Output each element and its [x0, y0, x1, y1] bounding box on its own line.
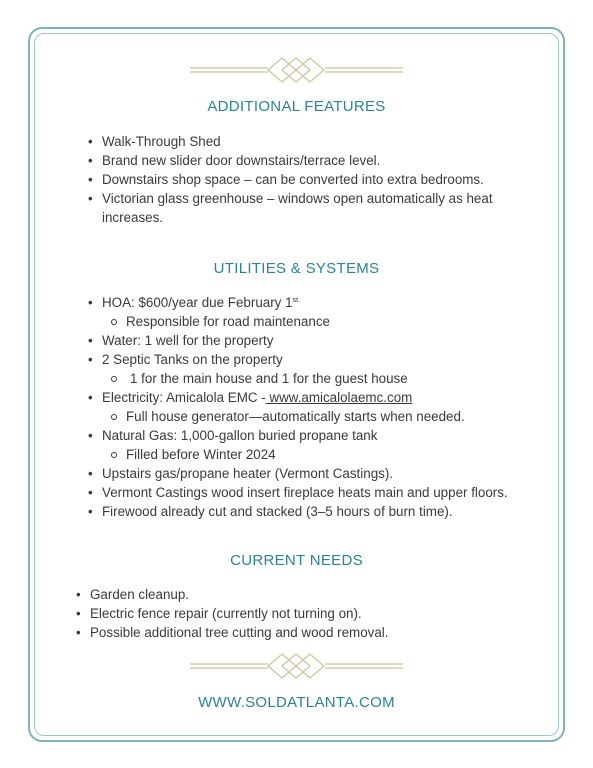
- list-item: • Brand new slider door downstairs/terrace level.: [86, 151, 526, 170]
- list-item: [86, 350, 526, 388]
- utilities-systems-heading: UTILITIES & SYSTEMS: [213, 260, 380, 277]
- gas-text: Natural Gas: 1,000-gallon buried propane tank: [102, 428, 378, 443]
- list-item: • Victorian glass greenhouse – windows open automatically as heat increases.: [86, 189, 526, 227]
- list-item: • Possible additional tree cutting and wood removal.: [74, 623, 524, 642]
- sub-list-item: 1 for the main house and 1 for the guest house: [102, 369, 526, 388]
- list-item: [86, 293, 526, 331]
- list-item: • Firewood already cut and stacked (3–5 hours of burn time).: [86, 502, 526, 521]
- website-link[interactable]: WWW.SOLDATLANTA.COM: [198, 694, 395, 711]
- hoa-superscript: st.: [292, 297, 300, 304]
- list-item: • Garden cleanup.: [74, 585, 524, 604]
- list-item: • Electric fence repair (currently not turning on).: [74, 604, 524, 623]
- additional-features-heading: ADDITIONAL FEATURES: [207, 98, 386, 115]
- list-item: • Downstairs shop space – can be converted into extra bedrooms.: [86, 170, 526, 189]
- list-item: • Vermont Castings wood insert fireplace heats main and upper floors.: [86, 483, 526, 502]
- sub-list-item: Responsible for road maintenance: [102, 312, 526, 331]
- additional-features-list: [86, 132, 526, 227]
- bottom-ornament: [190, 652, 403, 680]
- sub-list-item: Filled before Winter 2024: [102, 445, 526, 464]
- current-needs-heading: CURRENT NEEDS: [230, 552, 363, 569]
- list-item: [86, 426, 526, 464]
- current-needs-list: [74, 585, 524, 642]
- utilities-list: [86, 293, 526, 521]
- list-item: • Water: 1 well for the property: [86, 331, 526, 350]
- septic-text: 2 Septic Tanks on the property: [102, 352, 283, 367]
- hoa-text: HOA: $600/year due February 1: [102, 295, 293, 310]
- list-item: [86, 388, 526, 426]
- top-ornament: [190, 56, 403, 84]
- electricity-text: Electricity: Amicalola EMC -: [102, 390, 266, 405]
- list-item: • Upstairs gas/propane heater (Vermont Castings).: [86, 464, 526, 483]
- sub-list-item: Full house generator—automatically starts when needed.: [102, 407, 526, 426]
- list-item: • Walk-Through Shed: [86, 132, 526, 151]
- amicalola-link[interactable]: www.amicalolaemc.com: [265, 390, 413, 405]
